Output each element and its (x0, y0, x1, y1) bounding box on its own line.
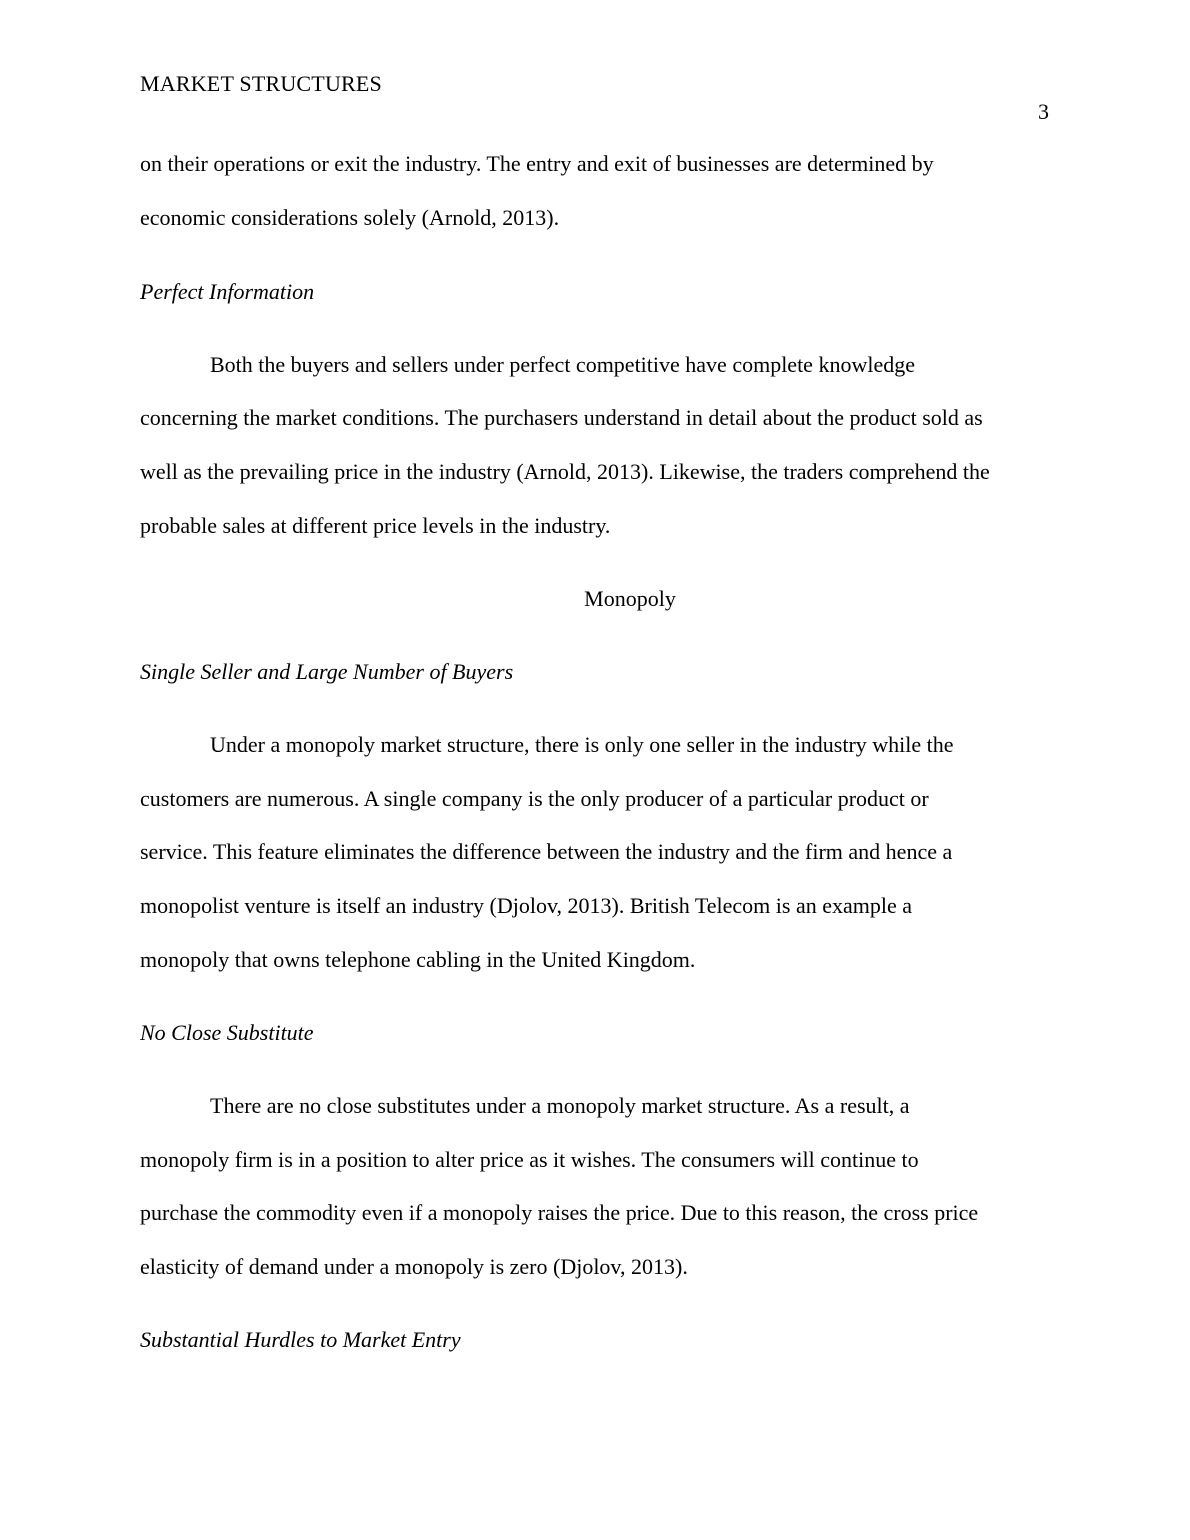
page-number: 3 (1038, 99, 1049, 124)
section-heading-monopoly: Monopoly (584, 586, 676, 611)
paragraph-line: concerning the market conditions. The purchasers understand in detail about the product sold as (140, 405, 983, 430)
paragraph-line: purchase the commodity even if a monopoly raises the price. Due to this reason, the cross price (140, 1200, 979, 1225)
paragraph-line: monopolist venture is itself an industry (Djolov, 2013). British Telecom is an example a (140, 893, 912, 918)
paragraph-line: well as the prevailing price in the industry (Arnold, 2013). Likewise, the traders comprehend the (140, 459, 990, 484)
subsection-heading-single-seller: Single Seller and Large Number of Buyers (140, 659, 514, 684)
paragraph-line: probable sales at different price levels in the industry. (140, 513, 611, 538)
paragraph-line: economic considerations solely (Arnold, 2013). (140, 205, 560, 230)
subsection-heading-no-close-substitute: No Close Substitute (140, 1020, 314, 1045)
paragraph-line: There are no close substitutes under a monopoly market structure. As a result, a (210, 1093, 910, 1118)
paragraph-line: elasticity of demand under a monopoly is zero (Djolov, 2013). (140, 1254, 688, 1279)
running-head: MARKET STRUCTURES (140, 71, 382, 96)
paragraph-line: on their operations or exit the industry. The entry and exit of businesses are determined by (140, 151, 934, 176)
paragraph-line: customers are numerous. A single company is the only producer of a particular product or (140, 786, 929, 811)
paragraph-line: Under a monopoly market structure, there is only one seller in the industry while the (210, 732, 954, 757)
subsection-heading-substantial-hurdles: Substantial Hurdles to Market Entry (140, 1327, 461, 1352)
section-heading-perfect-information: Perfect Information (140, 279, 315, 304)
paragraph-line: monopoly that owns telephone cabling in the United Kingdom. (140, 947, 696, 972)
paragraph-line: service. This feature eliminates the difference between the industry and the firm and hence a (140, 839, 953, 864)
paragraph-line: monopoly firm is in a position to alter price as it wishes. The consumers will continue to (140, 1147, 919, 1172)
paragraph-line: Both the buyers and sellers under perfect competitive have complete knowledge (210, 352, 915, 377)
